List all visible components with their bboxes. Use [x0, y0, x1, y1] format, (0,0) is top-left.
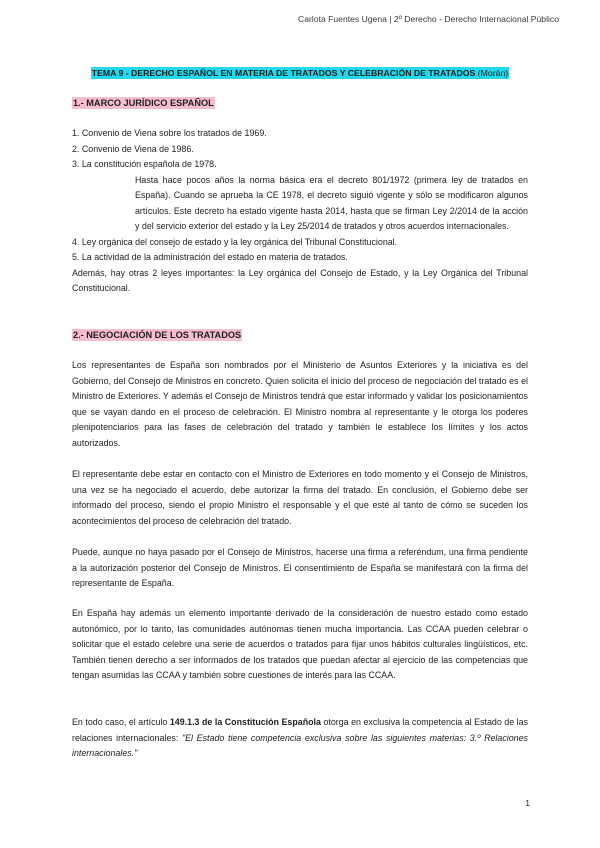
quote: "El Estado tiene competencia exclusiva sobre las siguientes materias: 3.º Relaciones internacionales.": [72, 732, 528, 758]
title-main: TEMA 9 - DERECHO ESPAÑOL EN MATERIA DE TRATADOS Y CELEBRACIÓN DE TRATADOS: [91, 68, 476, 78]
paragraph: [72, 715, 528, 762]
paragraph: Puede, aunque no haya pasado por el Consejo de Ministros, hacerse una firma a referéndum, una firma pendiente a la autorización posterior del Consejo de Ministros. El consentimiento de España se manifestará con la firma del representante de España.: [72, 547, 528, 588]
list-item: 1. Convenio de Viena sobre los tratados de 1969.: [72, 128, 267, 138]
list-item: 4. Ley orgánica del consejo de estado y la ley orgánica del Tribunal Constitucional.: [72, 236, 398, 247]
section-1-heading: [72, 98, 215, 108]
title-author: (Morán): [475, 68, 509, 78]
list-item: 3. La constitución española de 1978.: [72, 159, 217, 169]
text-run: En todo caso, el artículo: [72, 717, 170, 727]
section-1-content: [72, 126, 528, 297]
indented-paragraph: Hasta hace pocos años la norma básica era el decreto 801/1972 (primera ley de tratados en España). Cuando se aprueba la CE 1978, el decreto siguió vigente y sólo se modificaron algunos artículos. Este decreto ha estado vigente hasta 2014, hasta que se firman Ley 2/2014 de la acción y del servicio exterior del estado y la Ley 25/2014 de tratados y otros acuerdos internacionales.: [135, 174, 528, 231]
paragraph: Los representantes de España son nombrados por el Ministerio de Asuntos Exteriores y la iniciativa es del Gobierno, del Consejo de Ministros en concreto. Quien solicita el inicio del proceso de negociación del tratado es el Ministro de Exteriores. Y además el Consejo de Ministros tendrá que estar informado y validar los posicionamientos que se vayan dando en el proceso de celebración. El Ministro nombra al representante y le otorga los poderes plenipotenciarios para las fases de celebración del tratado y también le establece los límites y los actos autorizados.: [72, 360, 528, 448]
paragraph: Además, hay otras 2 leyes importantes: la Ley orgánica del Consejo de Estado, y la Ley Orgánica del Tribunal Constitucional.: [72, 267, 528, 293]
document-title: [72, 68, 528, 78]
page-header: Carlota Fuentes Ugena | 2º Derecho - Derecho Internacional Público: [298, 14, 559, 24]
list-item: 5. La actividad de la administración del estado en materia de tratados.: [72, 252, 348, 262]
text-run-bold: 149.1.3 de la Constitución Española: [169, 717, 321, 727]
section-2-heading-text: 2.- NEGOCIACIÓN DE LOS TRATADOS: [73, 330, 242, 340]
list-item: 2. Convenio de Viena de 1986.: [72, 143, 194, 154]
paragraph: En España hay además un elemento importante derivado de la consideración de nuestro estado como estado autonómico, por lo tanto, las comunidades autónomas tienen mucha importancia. Las CCAA pueden celebrar o solicitar que el estado celebre una serie de acuerdos o tratados para fijar unos hábitos culturales lingüísticos, etc. También tienen derecho a ser informados de los tratados que puedan afectar al ejercicio de las competencias que tengan asumidas las CCAA y también sobre cuestiones de interés para las CCAA.: [72, 608, 528, 680]
page-number: 1: [525, 798, 530, 808]
title-highlight: [91, 67, 509, 79]
section-1-heading-text: 1.- MARCO JURÍDICO ESPAÑOL: [73, 98, 214, 108]
paragraph: El representante debe estar en contacto con el Ministro de Exteriores en todo momento y el Consejo de Ministros, una vez se ha negociado el acuerdo, debe autorizar la firma del tratado. En conclusión, el Gobierno debe ser informado del proceso, siendo el propio Ministro el responsable y el que esté al tanto de cómo se suceden los acontecimientos del proceso de celebración del tratado.: [72, 469, 528, 526]
text-run: otorga en exclusiva la competencia al Estado de las relaciones internacionales:: [72, 717, 529, 743]
section-2-heading: [72, 330, 242, 340]
